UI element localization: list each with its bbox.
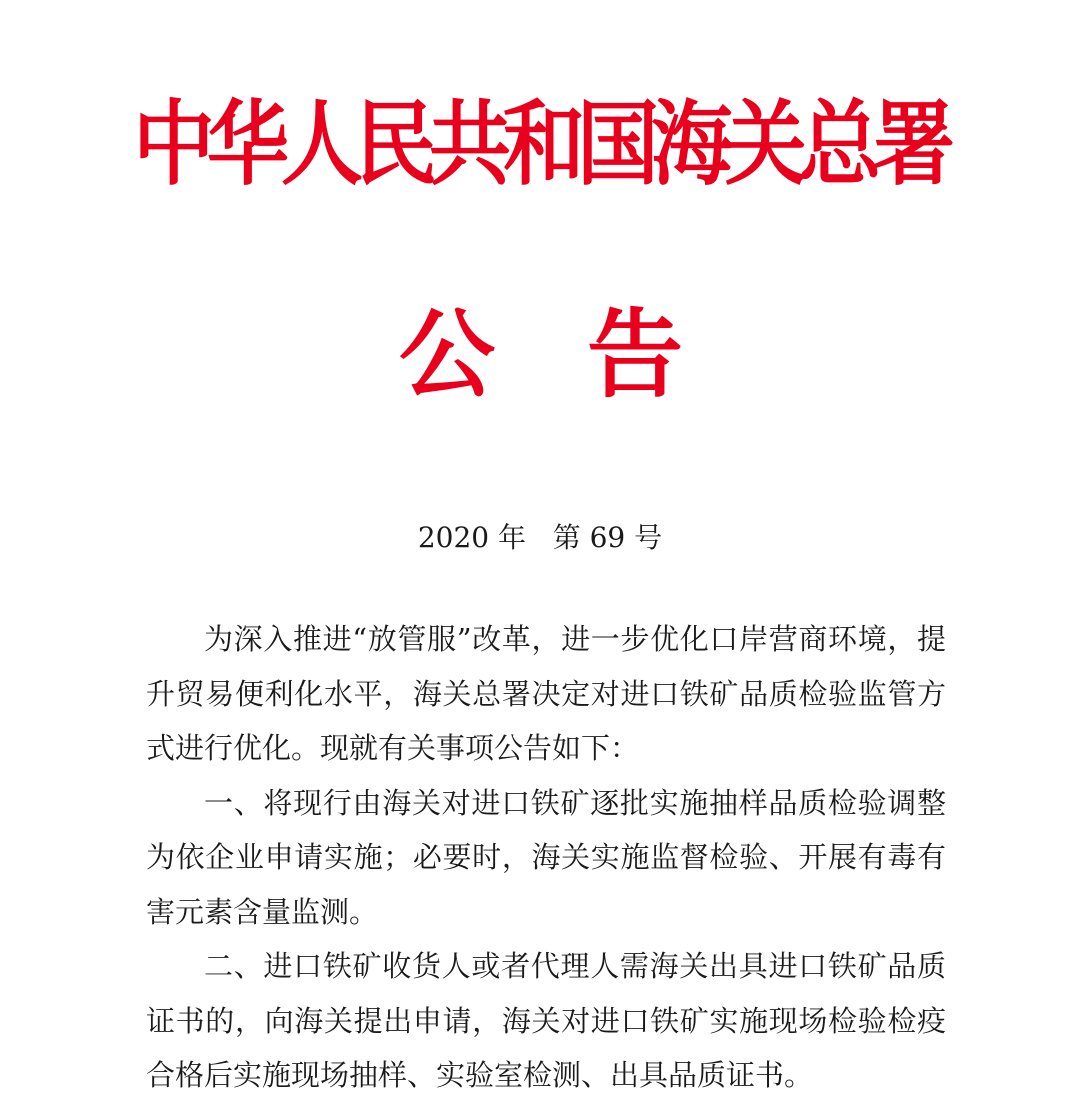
paragraph-item-1: 一、将现行由海关对进口铁矿逐批实施抽样品质检验调整为依企业申请实施；必要时，海关实施监督检验、开展有毒有害元素含量监测。 <box>146 785 946 929</box>
document-title-char-1: 公 <box>399 299 495 411</box>
masthead-title: 中华人民共和国海关总署 <box>132 91 947 199</box>
document-number: 2020 年 第 69 号 <box>417 521 663 554</box>
paragraph-intro: 为深入推进“放管服”改革，进一步优化口岸营商环境，提升贸易便利化水平，海关总署决定对进口铁矿品质检验监管方式进行优化。现就有关事项公告如下： <box>146 622 946 765</box>
document-title <box>0 300 1080 410</box>
announcement-body <box>146 612 946 1103</box>
document-title-char-2: 告 <box>587 299 683 411</box>
paragraph-item-2: 二、进口铁矿收货人或者代理人需海关出具进口铁矿品质证书的，向海关提出申请，海关对进口铁矿实施现场检验检疫合格后实施现场抽样、实验室检测、出具品质证书。 <box>146 949 946 1092</box>
